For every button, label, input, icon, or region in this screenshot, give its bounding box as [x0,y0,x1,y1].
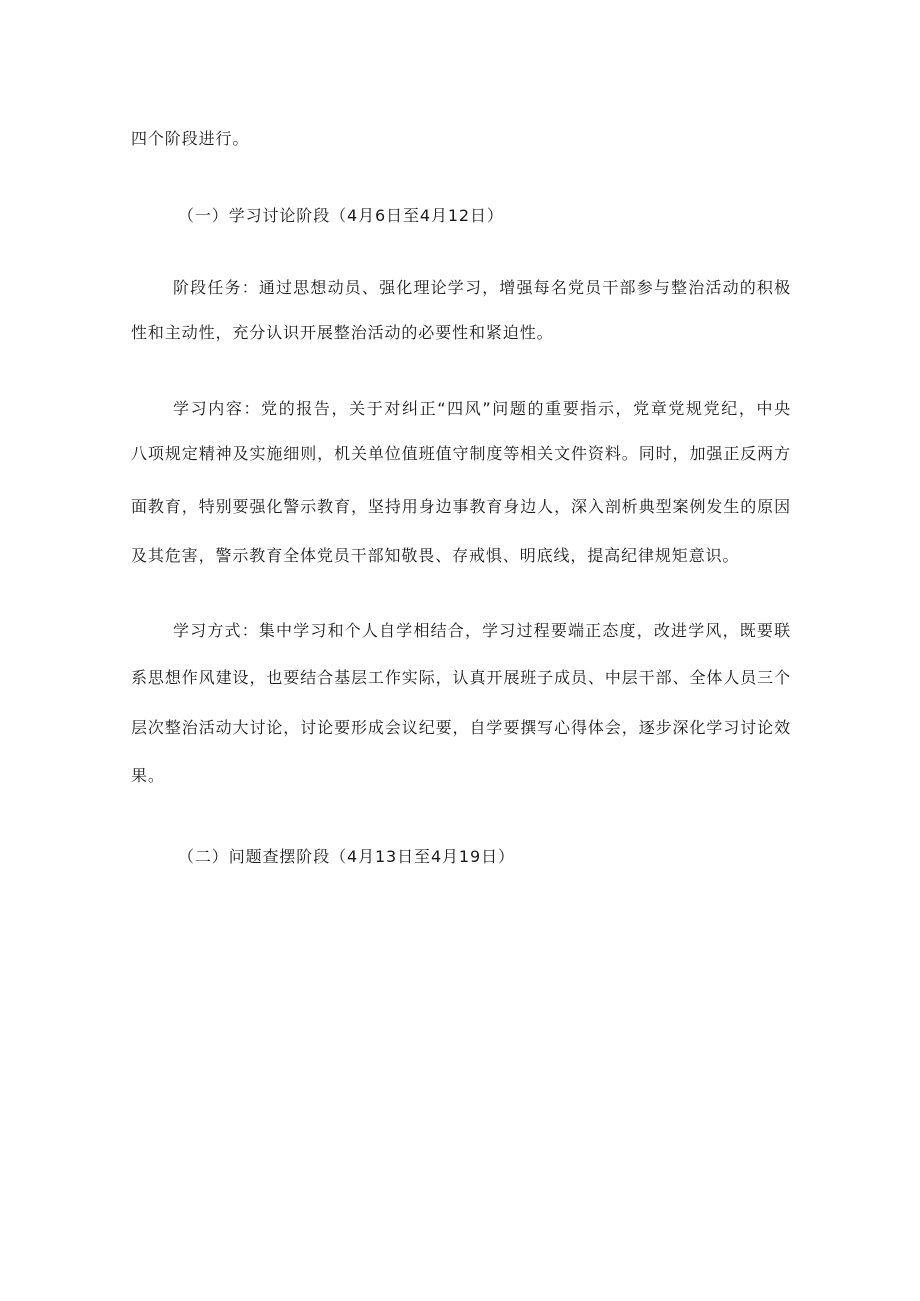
study-method-line-1: 学习方式：集中学习和个人自学相结合，学习过程要端正态度，改进学风，既要联 [173,621,791,640]
paragraph-intro-continuation: 四个阶段进行。 [131,129,250,148]
study-method-line-3: 层次整治活动大讨论，讨论要形成会议纪要，自学要撰写心得体会，逐步深化学习讨论效 [131,718,791,737]
study-content-line-2: 八项规定精神及实施细则，机关单位值班值守制度等相关文件资料。同时，加强正反两方 [131,444,791,463]
stage-task-line-2: 性和主动性，充分认识开展整治活动的必要性和紧迫性。 [131,323,554,342]
section-heading-study-discussion: （一）学习讨论阶段（4月6日至4月12日） [178,206,504,225]
section-heading-problem-finding: （二）问题查摆阶段（4月13日至4月19日） [178,847,515,866]
study-method-line-4: 果。 [131,766,165,785]
stage-task-line-1: 阶段任务：通过思想动员、强化理论学习，增强每名党员干部参与整治活动的积极 [173,278,791,297]
study-content-line-1: 学习内容：党的报告，关于对纠正“四风”问题的重要指示，党章党规党纪，中央 [173,399,791,418]
study-content-line-3: 面教育，特别要强化警示教育，坚持用身边事教育身边人，深入剖析典型案例发生的原因 [131,497,791,516]
study-content-line-4: 及其危害，警示教育全体党员干部知敬畏、存戒惧、明底线，提高纪律规矩意识。 [131,546,740,565]
study-method-line-2: 系思想作风建设，也要结合基层工作实际，认真开展班子成员、中层干部、全体人员三个 [131,668,791,687]
